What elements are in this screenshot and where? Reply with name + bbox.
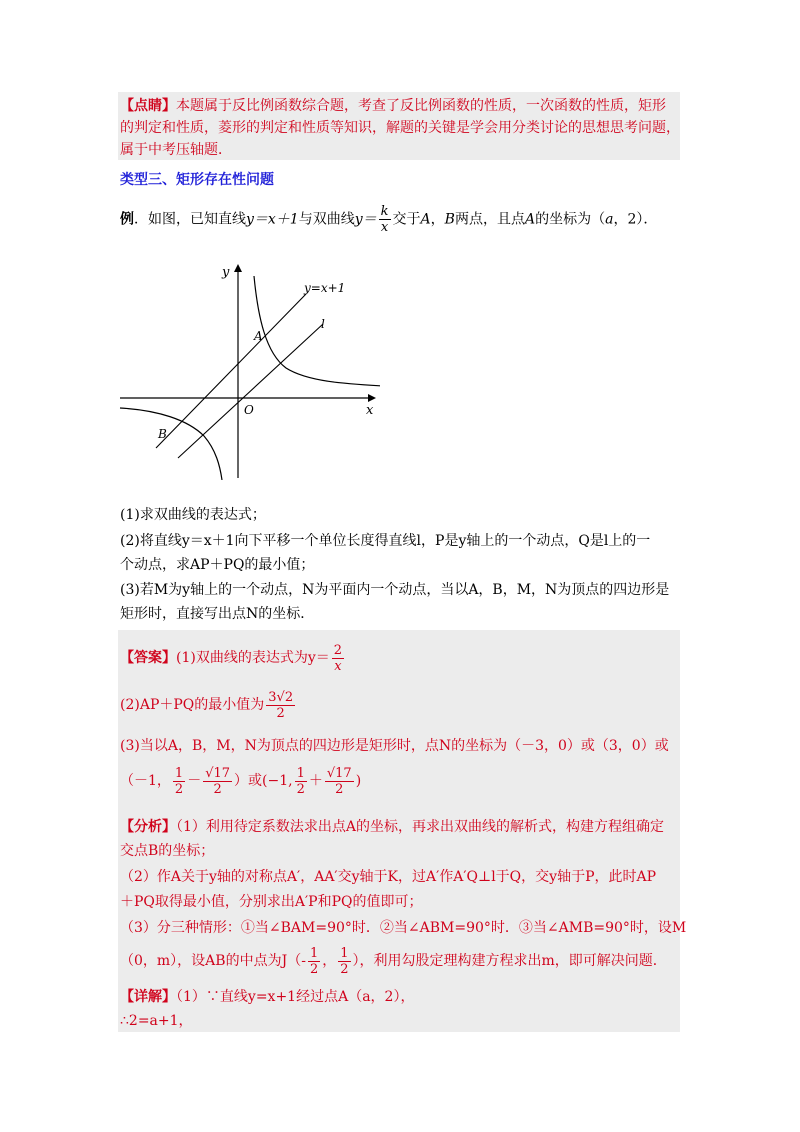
question-2-line-2: 个动点，求AP＋PQ的最小值；	[120, 557, 315, 573]
detail-line-2: ∴2=a+1，	[120, 1013, 193, 1029]
graph-figure	[118, 258, 380, 480]
analysis-line-6: （0，m），设AB的中点为J（- $\frac{1}{2}$ ， $\frac{1}{2}$ ），利用勾股定理构建方程求出m，即可解决问题．	[120, 945, 667, 977]
question-1: (1)求双曲线的表达式；	[120, 507, 266, 523]
x-axis-arrow	[368, 394, 376, 402]
example-statement: 例．如图，已知直线y＝x＋1与双曲线y＝ $\frac{k}{x}$ 交于A，B两点，且点A的坐标为（a，2）．	[120, 204, 658, 235]
analysis-line-3: （2）作A关于y轴的对称点A′，AA′交y轴于K，过A′作A′Q⊥l于Q，交y轴于P，此时AP	[120, 869, 657, 885]
question-3-line-1: (3)若M为y轴上的一个动点，N为平面内一个动点，当以A，B，M，N为顶点的四边形是	[120, 582, 670, 598]
label-a: A	[254, 329, 263, 343]
label-x: x	[366, 403, 374, 418]
question-2-line-1: (2)将直线y＝x＋1向下平移一个单位长度得直线l，P是y轴上的一个动点，Q是l上的一	[120, 533, 651, 549]
fraction-3sqrt2-over-2: $\frac{3√2}{2}$	[268, 689, 294, 721]
hyperbola-lower-branch	[120, 408, 222, 480]
line-l	[178, 324, 323, 458]
analysis-line-5: （3）分三种情形：①当∠BAM=90°时．②当∠ABM=90°时．③当∠AMB=90°时，设M	[120, 920, 687, 936]
answer-3-line-1: (3)当以A，B，M，N为顶点的四边形是矩形时，点N的坐标为（－3，0）或（3，0）或	[120, 738, 669, 754]
section-title: 类型三、矩形存在性问题	[120, 172, 274, 188]
line-y-eq-x-plus-1	[156, 294, 306, 448]
analysis-line-4: ＋PQ取得最小值，分别求出A′P和PQ的值即可；	[120, 894, 423, 910]
answer-3-line-2: （－1， $\frac{1}{2}$ － $\frac{√17}{2}$ ）或(−1, $\frac{1}{2}$ ＋ $\frac{√17}{2}$ )	[120, 765, 362, 797]
answer-1: 【答案】(1)双曲线的表达式为y＝ $\frac{2}{x}$	[120, 642, 343, 674]
comment-line-2: 的判定和性质，菱形的判定和性质等知识，解题的关键是学会用分类讨论的思想思考问题，	[120, 120, 680, 136]
answer-2: (2)AP＋PQ的最小值为 $\frac{3√2}{2}$	[120, 689, 294, 721]
fraction-2-over-x: $\frac{2}{x}$	[333, 642, 343, 674]
analysis-line-1: 【分析】（1）利用待定系数法求出点A的坐标，再求出双曲线的解析式，构建方程组确定	[120, 819, 665, 835]
fraction-k-over-x: $\frac{k}{x}$	[380, 204, 389, 235]
label-y: y	[222, 265, 230, 280]
comment-line-3: 属于中考压轴题．	[120, 142, 232, 158]
y-axis-arrow	[234, 264, 242, 272]
analysis-line-2: 交点B的坐标；	[120, 843, 215, 859]
label-b: B	[158, 427, 167, 441]
comment-line-1: 【点睛】本题属于反比例函数综合题，考查了反比例函数的性质，一次函数的性质，矩形	[120, 98, 666, 114]
label-o: O	[244, 403, 254, 417]
label-line-eq: y=x+1	[304, 281, 346, 295]
label-l: l	[321, 317, 325, 331]
detail-line-1: 【详解】（1）∵直线y=x+1经过点A（a，2），	[120, 989, 415, 1005]
question-3-line-2: 矩形时，直接写出点N的坐标．	[120, 606, 315, 622]
comment-tag: 【点睛】	[120, 98, 176, 114]
